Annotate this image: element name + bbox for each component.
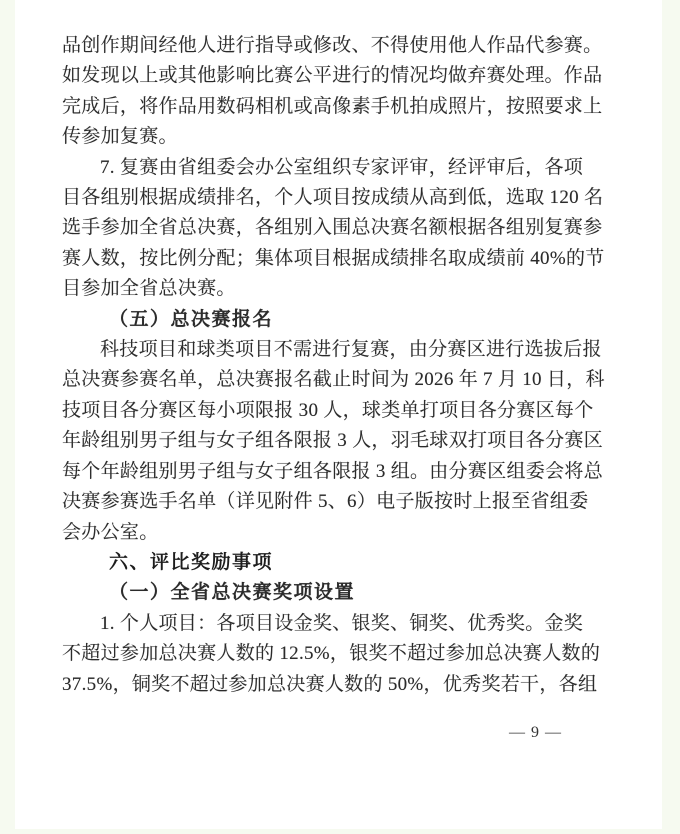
- body-text-line: 目参加全省总决赛。: [62, 278, 236, 300]
- scan-edge-right: [662, 0, 680, 834]
- heading-awards-section: 六、评比奖励事项: [109, 551, 274, 573]
- body-text-line: 传参加复赛。: [62, 126, 178, 148]
- body-text-line: 目各组别根据成绩排名，个人项目按成绩从高到低，选取 120 名: [62, 187, 604, 209]
- document-content: [62, 31, 605, 700]
- body-text-line: 决赛参赛选手名单（详见附件 5、6）电子版按时上报至省组委: [62, 491, 589, 513]
- heading-awards-setup: （一）全省总决赛奖项设置: [109, 582, 356, 604]
- body-text-line: 7. 复赛由省组委会办公室组织专家评审，经评审后，各项: [100, 156, 584, 178]
- body-text-line: 37.5%，铜奖不超过参加总决赛人数的 50%，优秀奖若干，各组: [62, 673, 598, 695]
- body-text-line: 品创作期间经他人进行指导或修改、不得使用他人作品代参赛。: [62, 35, 603, 56]
- body-text-line: 会办公室。: [62, 521, 159, 543]
- body-text-line: 如发现以上或其他影响比赛公平进行的情况均做弃赛处理。作品: [62, 65, 603, 87]
- page-number: — 9 —: [509, 724, 562, 741]
- body-text-line: 每个年龄组别男子组与女子组各限报 3 组。由分赛区组委会将总: [62, 460, 604, 482]
- scan-edge-bottom: [0, 829, 680, 834]
- scan-edge-left: [0, 0, 15, 834]
- body-text-line: 技项目各分赛区每小项限报 30 人，球类单打项目各分赛区每个: [62, 399, 594, 421]
- body-text-line: 完成后，将作品用数码相机或高像素手机拍成照片，按照要求上: [62, 95, 603, 117]
- body-text-line: 总决赛参赛名单，总决赛报名截止时间为 2026 年 7 月 10 日，科: [62, 369, 605, 391]
- heading-finals-registration: （五）总决赛报名: [109, 308, 274, 330]
- body-text-line: 1. 个人项目：各项目设金奖、银奖、铜奖、优秀奖。金奖: [100, 612, 584, 634]
- body-text-line: 选手参加全省总决赛，各组别入围总决赛名额根据各组别复赛参: [62, 217, 603, 239]
- body-text-line: 赛人数，按比例分配；集体项目根据成绩排名取成绩前 40%的节: [62, 247, 605, 269]
- body-text-line: 科技项目和球类项目不需进行复赛，由分赛区进行选拔后报: [100, 339, 602, 361]
- body-text-line: 不超过参加总决赛人数的 12.5%，银奖不超过参加总决赛人数的: [62, 643, 601, 665]
- body-text-line: 年龄组别男子组与女子组各限报 3 人，羽毛球双打项目各分赛区: [62, 430, 604, 452]
